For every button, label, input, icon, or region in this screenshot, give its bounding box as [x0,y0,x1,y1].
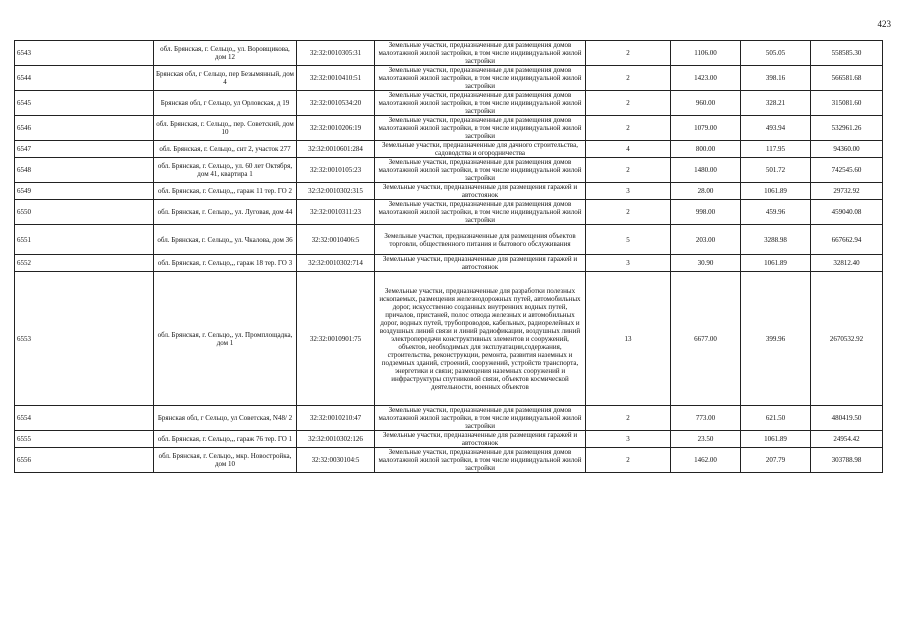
cadastral-number-cell: 32:32:0010302:315 [297,183,375,200]
group-cell: 2 [586,406,671,431]
table-row [15,200,883,225]
cadastral-number-cell: 32:32:0010534:20 [297,91,375,116]
cadastral-value-cell: 32812.40 [811,255,883,272]
land-use-cell: Земельные участки, предназначенные для размещения домов малоэтажной жилой застройки, в том числе индивидуальной жилой застройки [375,406,586,431]
row-number: 6545 [15,91,154,116]
cadastral-number-cell: 32:32:0010311:23 [297,200,375,225]
table-body [15,41,883,473]
group-cell: 3 [586,183,671,200]
address-cell: обл. Брянская, г. Сельцо,, ул. 60 лет Октября, дом 41, квартира 1 [154,158,297,183]
cadastral-value-cell: 480419.50 [811,406,883,431]
land-use-cell: Земельные участки, предназначенные для размещения домов малоэтажной жилой застройки, в том числе индивидуальной жилой застройки [375,200,586,225]
table-row [15,66,883,91]
area-cell: 1480.00 [671,158,741,183]
cadastral-value-cell: 24954.42 [811,431,883,448]
area-cell: 28.00 [671,183,741,200]
group-cell: 4 [586,141,671,158]
cadastral-number-cell: 32:32:0010105:23 [297,158,375,183]
land-use-cell: Земельные участки, предназначенные для размещения домов малоэтажной жилой застройки, в том числе индивидуальной жилой застройки [375,448,586,473]
row-number: 6544 [15,66,154,91]
cadastral-value-cell: 2670532.92 [811,272,883,406]
area-cell: 1462.00 [671,448,741,473]
area-cell: 6677.00 [671,272,741,406]
group-cell: 2 [586,91,671,116]
land-use-cell: Земельные участки, предназначенные для размещения домов малоэтажной жилой застройки, в том числе индивидуальной жилой застройки [375,66,586,91]
row-number: 6555 [15,431,154,448]
table-row [15,448,883,473]
specific-value-cell: 621.50 [741,406,811,431]
cadastral-number-cell: 32:32:0010406:5 [297,225,375,255]
cadastral-number-cell: 32:32:0030104:5 [297,448,375,473]
area-cell: 23.50 [671,431,741,448]
row-number: 6551 [15,225,154,255]
land-use-cell: Земельные участки, предназначенные для дачного строительства, садоводства и огородничества [375,141,586,158]
cadastral-number-cell: 32:32:0010901:75 [297,272,375,406]
group-cell: 2 [586,200,671,225]
cadastral-value-cell: 459040.08 [811,200,883,225]
address-cell: Брянская обл, г Сельцо, ул Советская, N48/ 2 [154,406,297,431]
area-cell: 960.00 [671,91,741,116]
cadastral-value-table [14,40,883,473]
group-cell: 3 [586,431,671,448]
specific-value-cell: 1061.89 [741,255,811,272]
table-row [15,141,883,158]
table-row [15,225,883,255]
cadastral-number-cell: 32:32:0010410:51 [297,66,375,91]
area-cell: 800.00 [671,141,741,158]
specific-value-cell: 398.16 [741,66,811,91]
specific-value-cell: 1061.89 [741,431,811,448]
area-cell: 1079.00 [671,116,741,141]
cadastral-value-cell: 315081.60 [811,91,883,116]
address-cell: обл. Брянская, г. Сельцо,, ул. Промплощадка, дом 1 [154,272,297,406]
land-use-cell: Земельные участки, предназначенные для размещения домов малоэтажной жилой застройки, в том числе индивидуальной жилой застройки [375,41,586,66]
group-cell: 3 [586,255,671,272]
address-cell: обл. Брянская, г. Сельцо,, ул. Воровщикова, дом 12 [154,41,297,66]
row-number: 6543 [15,41,154,66]
specific-value-cell: 3288.98 [741,225,811,255]
specific-value-cell: 117.95 [741,141,811,158]
cadastral-value-cell: 667662.94 [811,225,883,255]
area-cell: 773.00 [671,406,741,431]
specific-value-cell: 505.05 [741,41,811,66]
table-row [15,183,883,200]
land-use-cell: Земельные участки, предназначенные для размещения объектов торговли, общественного питания и бытового обслуживания [375,225,586,255]
cadastral-number-cell: 32:32:0010302:126 [297,431,375,448]
specific-value-cell: 1061.89 [741,183,811,200]
specific-value-cell: 459.96 [741,200,811,225]
row-number: 6550 [15,200,154,225]
cadastral-value-cell: 532961.26 [811,116,883,141]
land-use-cell: Земельные участки, предназначенные для размещения домов малоэтажной жилой застройки, в том числе индивидуальной жилой застройки [375,91,586,116]
specific-value-cell: 501.72 [741,158,811,183]
specific-value-cell: 399.96 [741,272,811,406]
cadastral-value-cell: 742545.60 [811,158,883,183]
cadastral-number-cell: 32:32:0010305:31 [297,41,375,66]
table-row [15,41,883,66]
row-number: 6548 [15,158,154,183]
table-row [15,91,883,116]
group-cell: 5 [586,225,671,255]
cadastral-value-cell: 303788.98 [811,448,883,473]
table-row [15,431,883,448]
table-row [15,116,883,141]
address-cell: обл. Брянская, г. Сельцо,,, гараж 76 тер. ГО 1 [154,431,297,448]
group-cell: 13 [586,272,671,406]
address-cell: обл. Брянская, г. Сельцо,, ул. Луговая, дом 44 [154,200,297,225]
group-cell: 2 [586,116,671,141]
table-row [15,272,883,406]
group-cell: 2 [586,41,671,66]
row-number: 6554 [15,406,154,431]
address-cell: обл. Брянская, г. Сельцо,,, гараж 18 тер. ГО 3 [154,255,297,272]
cadastral-value-cell: 566581.68 [811,66,883,91]
table-row [15,158,883,183]
specific-value-cell: 493.94 [741,116,811,141]
land-use-cell: Земельные участки, предназначенные для разработки полезных ископаемых, размещения железнодорожных путей, автомобильных дорог, искусственно созданных внутренних водных путей, причалов, пристаней, полос отвода железных и автомобильных дорог, водных путей, трубопроводов, кабельных, радиорелейных и воздушных линий связи и линий радиофикации, воздушных линий электропередачи конструктивных элементов и сооружений, объектов, необходимых для эксплуатации,содержания, строительства, реконструкции, ремонта, развития наземных и подземных зданий, строений, сооружений, устройств транспорта, энергетики и связи; размещения наземных сооружений и инфраструктуры спутниковой связи, объектов космической деятельности, военных объектов [375,272,586,406]
row-number: 6553 [15,272,154,406]
cadastral-number-cell: 32:32:0010210:47 [297,406,375,431]
specific-value-cell: 207.79 [741,448,811,473]
cadastral-number-cell: 32:32:0010302:714 [297,255,375,272]
cadastral-number-cell: 32:32:0010601:284 [297,141,375,158]
group-cell: 2 [586,158,671,183]
page-number: 423 [877,19,891,29]
row-number: 6549 [15,183,154,200]
table-row [15,255,883,272]
land-use-cell: Земельные участки, предназначенные для размещения гаражей и автостоянок [375,183,586,200]
address-cell: обл. Брянская, г. Сельцо,,, гараж 11 тер. ГО 2 [154,183,297,200]
land-use-cell: Земельные участки, предназначенные для размещения домов малоэтажной жилой застройки, в том числе индивидуальной жилой застройки [375,116,586,141]
area-cell: 1106.00 [671,41,741,66]
row-number: 6552 [15,255,154,272]
table-row [15,406,883,431]
area-cell: 1423.00 [671,66,741,91]
land-use-cell: Земельные участки, предназначенные для размещения домов малоэтажной жилой застройки, в том числе индивидуальной жилой застройки [375,158,586,183]
row-number: 6546 [15,116,154,141]
specific-value-cell: 328.21 [741,91,811,116]
row-number: 6556 [15,448,154,473]
address-cell: обл. Брянская, г. Сельцо,, снт 2, участок 277 [154,141,297,158]
cadastral-value-cell: 94360.00 [811,141,883,158]
cadastral-number-cell: 32:32:0010206:19 [297,116,375,141]
address-cell: Брянская обл, г Сельцо, пер Безымянный, дом 4 [154,66,297,91]
group-cell: 2 [586,448,671,473]
address-cell: Брянская обл, г Сельцо, ул Орловская, д 19 [154,91,297,116]
area-cell: 30.90 [671,255,741,272]
cadastral-value-cell: 29732.92 [811,183,883,200]
area-cell: 998.00 [671,200,741,225]
group-cell: 2 [586,66,671,91]
row-number: 6547 [15,141,154,158]
land-use-cell: Земельные участки, предназначенные для размещения гаражей и автостоянок [375,431,586,448]
address-cell: обл. Брянская, г. Сельцо,, пер. Советский, дом 10 [154,116,297,141]
area-cell: 203.00 [671,225,741,255]
cadastral-value-cell: 558585.30 [811,41,883,66]
address-cell: обл. Брянская, г. Сельцо,, мкр. Новостройка, дом 10 [154,448,297,473]
land-use-cell: Земельные участки, предназначенные для размещения гаражей и автостоянок [375,255,586,272]
address-cell: обл. Брянская, г. Сельцо,, ул. Чкалова, дом 36 [154,225,297,255]
